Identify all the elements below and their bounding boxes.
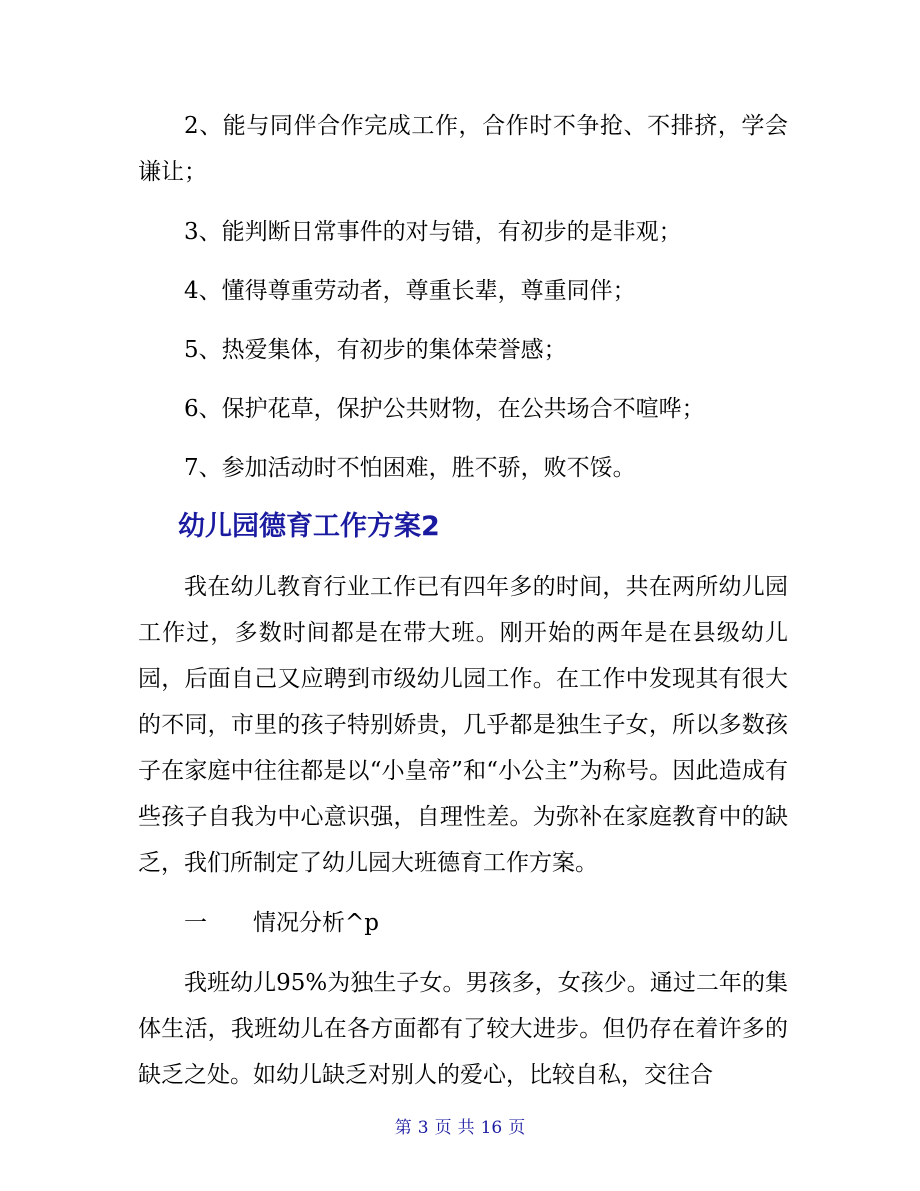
list-item: 5、热爱集体，有初步的集体荣誉感； xyxy=(184,337,567,363)
footer-total-suffix: 页 xyxy=(508,1118,526,1138)
intro-paragraph: 2、能与同伴合作完成工作，合作时不争抢、不排挤，学会谦让； xyxy=(138,113,788,185)
footer-page-prefix: 第 xyxy=(394,1118,412,1138)
list-item: 4、懂得尊重劳动者，尊重长辈，尊重同伴； xyxy=(184,278,636,304)
subsection-number: 一 xyxy=(184,910,207,936)
footer-total-prefix: 共 xyxy=(457,1118,475,1138)
document-content xyxy=(138,103,788,1112)
list-item: 6、保护花草，保护公共财物，在公共场合不喧哗； xyxy=(184,396,705,422)
footer-current-page: 3 xyxy=(417,1118,429,1138)
subsection-label: 情况分析^p xyxy=(253,910,379,936)
footer-page-word: 页 xyxy=(434,1118,452,1138)
list-item: 3、能判断日常事件的对与错，有初步的是非观； xyxy=(184,219,682,245)
section-heading: 幼儿园德育工作方案2 xyxy=(178,511,440,542)
body-paragraph: 我在幼儿教育行业工作已有四年多的时间，共在两所幼儿园工作过，多数时间都是在带大班。刚开始的两年是在县级幼儿园，后面自己又应聘到市级幼儿园工作。在工作中发现其有很大的不同，市里的孩子特别娇贵，几乎都是独生子女，所以多数孩子在家庭中往往都是以“小皇帝”和“小公主”为称号。因此造成有些孩子自我为中心意识强，自理性差。为弥补在家庭教育中的缺乏，我们所制定了幼儿园大班德育工作方案。 xyxy=(138,574,788,876)
list-item: 7、参加活动时不怕困难，胜不骄，败不馁。 xyxy=(184,455,636,481)
subsection-title xyxy=(138,900,788,946)
footer-total-pages: 16 xyxy=(480,1118,503,1138)
page-footer xyxy=(0,1113,920,1138)
analysis-paragraph: 我班幼儿95%为独生子女。男孩多，女孩少。通过二年的集体生活，我班幼儿在各方面都有了较大进步。但仍存在着许多的缺乏之处。如幼儿缺乏对别人的爱心，比较自私，交往合 xyxy=(138,970,788,1088)
goal-list xyxy=(138,209,788,491)
